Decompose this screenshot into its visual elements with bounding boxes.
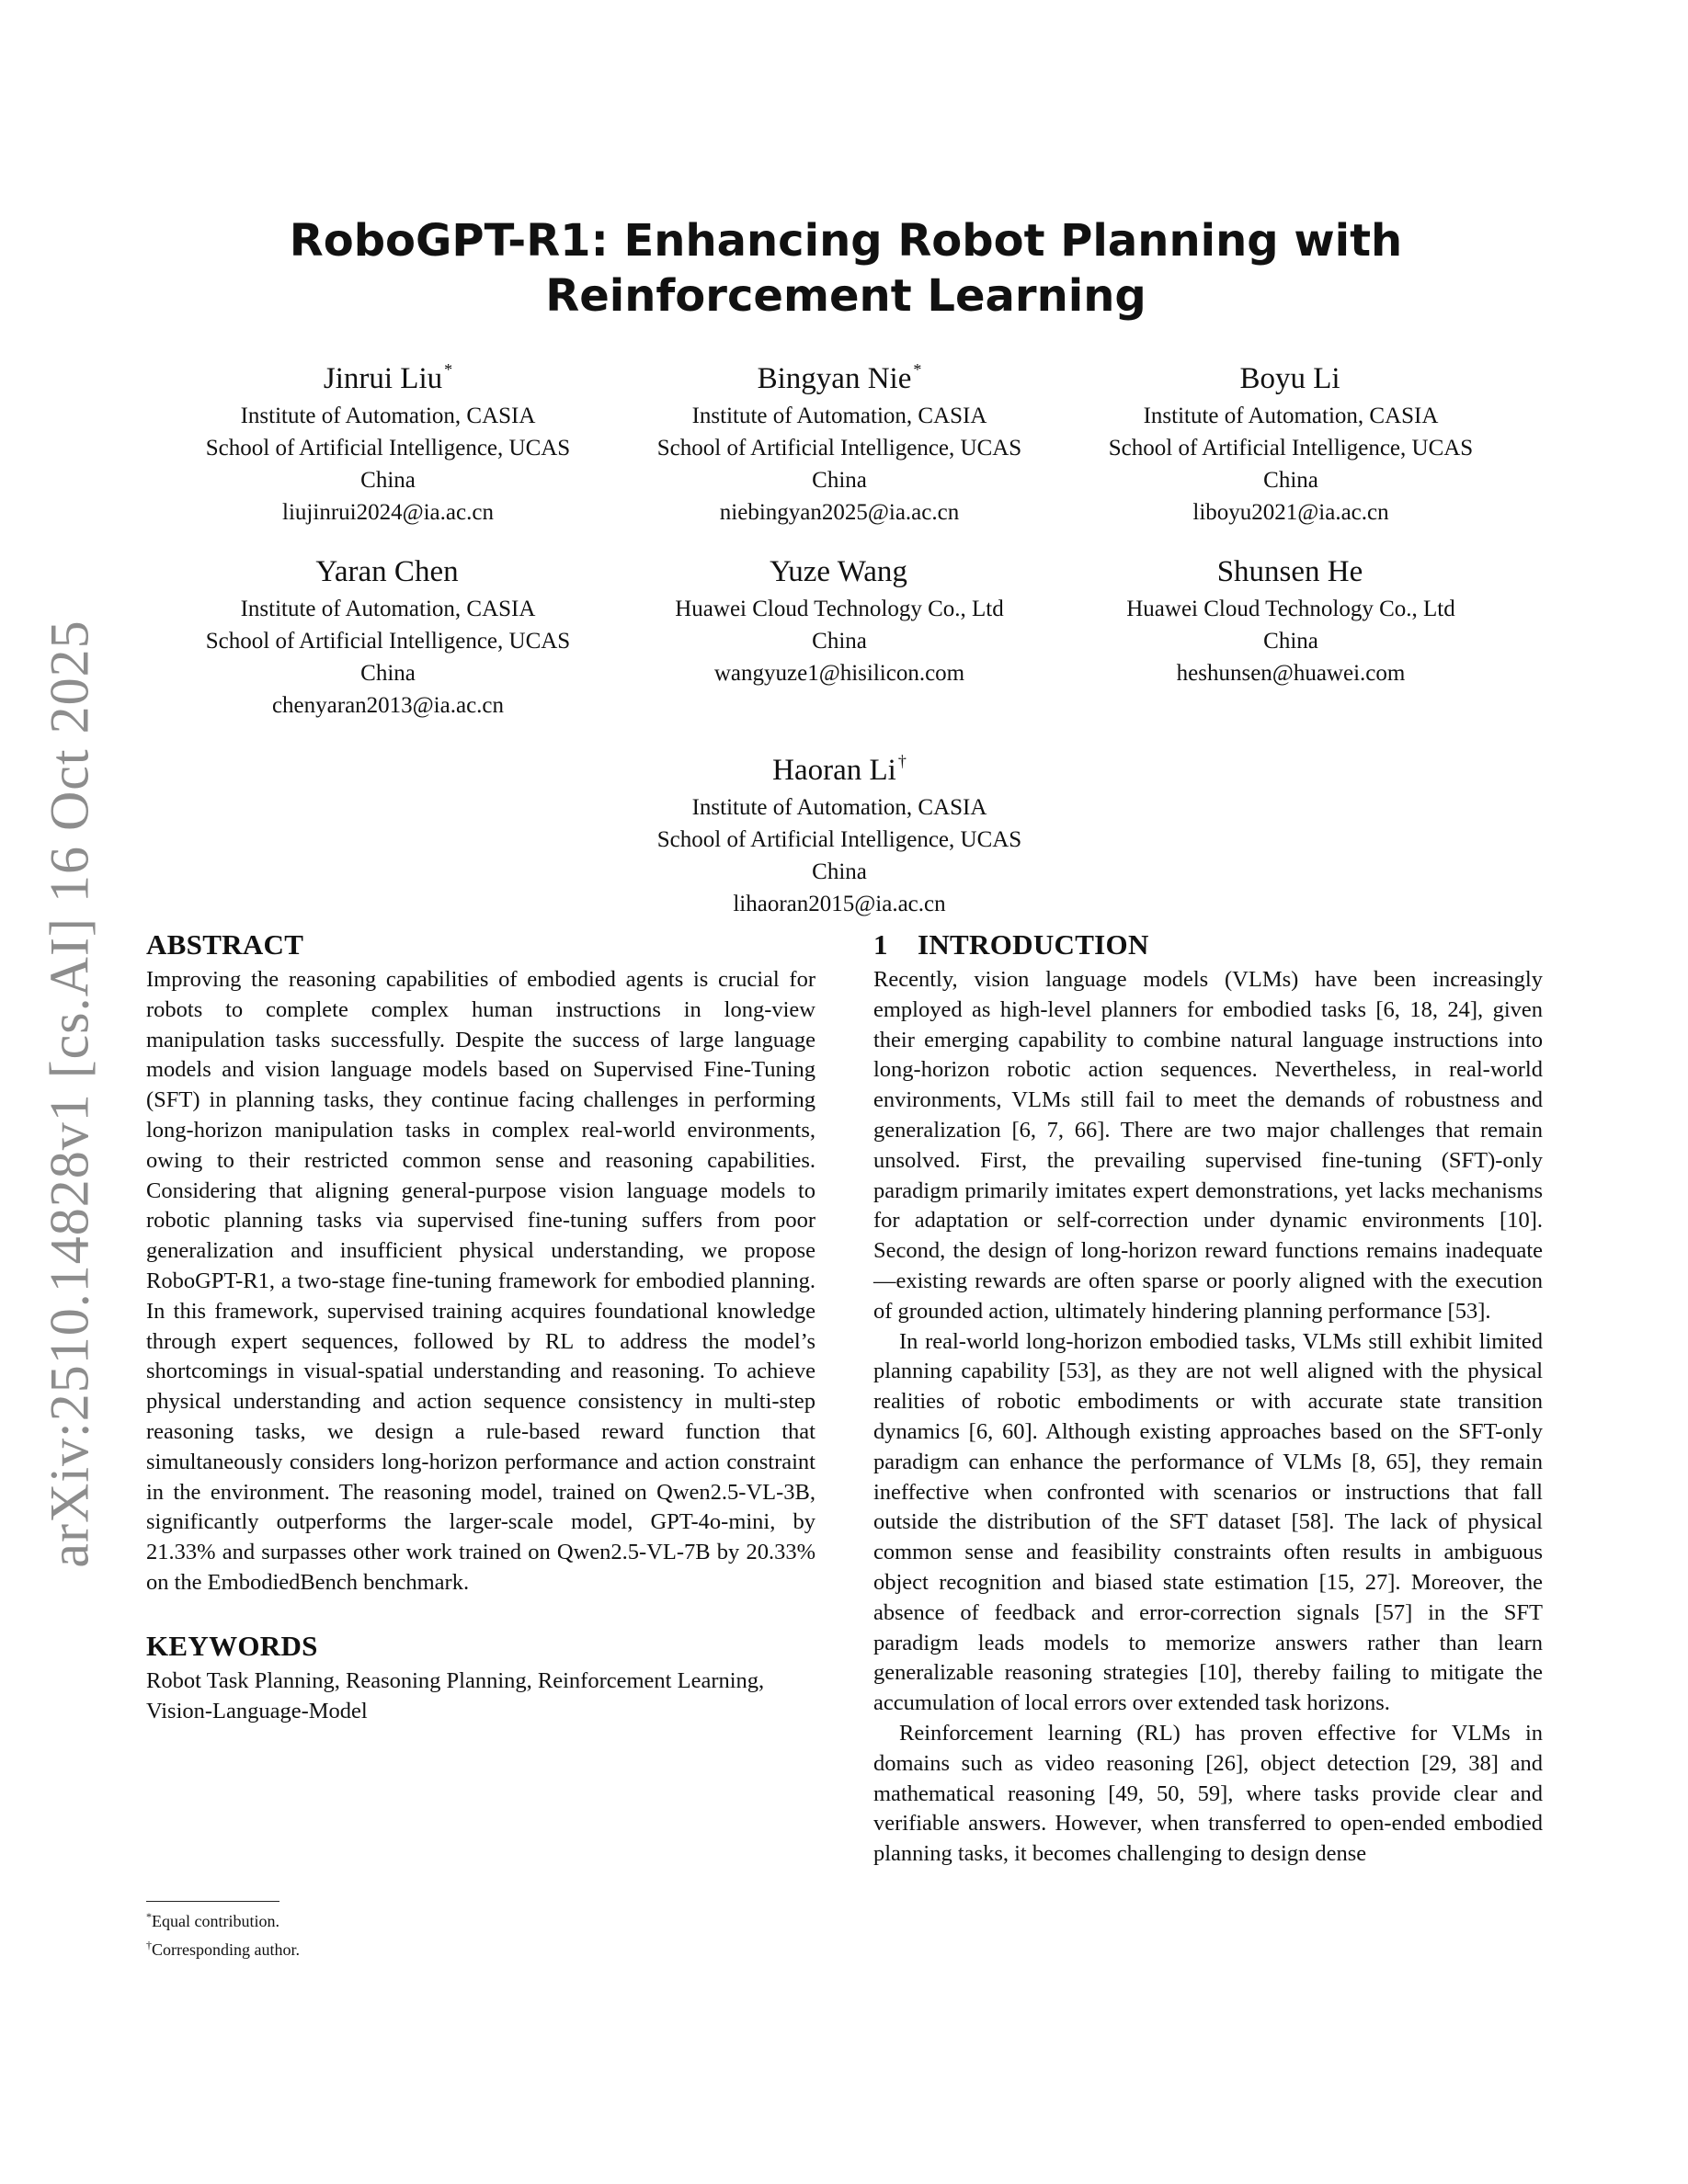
author-block	[610, 544, 1069, 689]
author-name: Boyu Li	[1239, 362, 1340, 395]
author-affiliation: School of Artificial Intelligence, UCAS	[656, 827, 1022, 852]
author-email: heshunsen@huawei.com	[1176, 661, 1406, 686]
footnote-rule	[146, 1901, 279, 1902]
author-country: China	[812, 629, 867, 654]
intro-paragraph: In real-world long-horizon embodied tasks, VLMs still exhibit limited planning capability [53], as they are not well aligned with the physical realities of robotic embodiments or with accurate state transition dynamics [6, 60]. Although existing approaches based on the SFT-only paradigm can enhance the performance of VLMs [8, 65], they remain ineffective when confronted with scenarios or instructions that fall outside the distribution of the SFT dataset [58]. The lack of physical common sense and feasibility constraints often results in ambiguous object recognition and biased state estimation [15, 27]. Moreover, the absence of feedback and error-correction signals [57] in the SFT paradigm leads models to memorize answers rather than learn generalizable reasoning strategies [10], thereby failing to mitigate the accumulation of local errors over extended task horizons.	[873, 1328, 1543, 1716]
author-name: Haoran Li †	[772, 752, 907, 787]
right-column	[873, 928, 1543, 1870]
author-affiliation: Institute of Automation, CASIA	[1143, 404, 1439, 428]
arxiv-stamp-text: arXiv:2510.14828v1 [cs.AI] 16 Oct 2025	[39, 620, 100, 1568]
author-block	[1061, 351, 1521, 529]
footnotes	[146, 1905, 300, 1962]
author-country: China	[812, 468, 867, 493]
author-affiliation: Institute of Automation, CASIA	[691, 795, 987, 820]
left-column	[146, 928, 815, 1726]
author-country: China	[1263, 468, 1318, 493]
footnote-corresponding: †Corresponding author.	[146, 1939, 300, 1959]
author-affiliation: Huawei Cloud Technology Co., Ltd	[675, 597, 1004, 621]
introduction-heading: 1 INTRODUCTION	[873, 928, 1149, 961]
author-affiliation: Institute of Automation, CASIA	[691, 404, 987, 428]
arxiv-stamp	[33, 620, 107, 1568]
footnote-equal: *Equal contribution.	[146, 1910, 279, 1930]
author-block	[610, 743, 1069, 920]
author-affiliation: Institute of Automation, CASIA	[240, 404, 536, 428]
author-affiliation: School of Artificial Intelligence, UCAS	[205, 629, 571, 654]
author-name: Jinrui Liu *	[323, 360, 453, 395]
author-block	[158, 351, 618, 529]
author-affiliation: School of Artificial Intelligence, UCAS	[656, 436, 1022, 461]
author-affiliation: School of Artificial Intelligence, UCAS	[205, 436, 571, 461]
author-block	[158, 544, 618, 722]
author-affiliation: School of Artificial Intelligence, UCAS	[1108, 436, 1474, 461]
author-affiliation: Huawei Cloud Technology Co., Ltd	[1126, 597, 1455, 621]
abstract-heading: ABSTRACT	[146, 928, 304, 961]
author-name: Yaran Chen	[315, 555, 459, 588]
author-block	[1061, 544, 1521, 689]
author-block	[610, 351, 1069, 529]
intro-paragraph: Reinforcement learning (RL) has proven effective for VLMs in domains such as video reasoning [26], object detection [29, 38] and mathematical reasoning [49, 50, 59], where tasks provide clear and verifiable answers. However, when transferred to open-ended embodied planning tasks, it becomes challenging to design dense	[873, 1720, 1543, 1867]
author-email: liujinrui2024@ia.ac.cn	[282, 500, 494, 525]
paper-title: RoboGPT-R1: Enhancing Robot Planning with Reinforcement Learning	[289, 215, 1403, 322]
author-country: China	[360, 468, 416, 493]
abstract-text: Improving the reasoning capabilities of embodied agents is crucial for robots to complete complex human instructions in long-view manipulation tasks successfully. Despite the success of large language models and vision language models based on Supervised Fine-Tuning (SFT) in planning tasks, they continue facing challenges in performing long-horizon manipulation tasks in complex real-world environments, owing to their restricted common sense and reasoning capabilities. Considering that aligning general-purpose vision language models to robotic planning tasks via supervised fine-tuning suffers from poor generalization and insufficient physical understanding, we propose RoboGPT-R1, a two-stage fine-tuning framework for embodied planning. In this framework, supervised training acquires foundational knowledge through expert sequences, followed by RL to address the model’s shortcomings in visual-spatial understanding and reasoning. To achieve physical understanding and action sequence consistency in multi-step reasoning tasks, we design a rule-based reward function that simultaneously considers long-horizon performance and action constraint in the environment. The reasoning model, trained on Qwen2.5-VL-3B, significantly outperforms the larger-scale model, GPT-4o-mini, by 21.33% and surpasses other work trained on Qwen2.5-VL-7B by 20.33% on the EmbodiedBench benchmark.	[146, 967, 815, 1595]
author-name: Yuze Wang	[770, 555, 907, 588]
author-country: China	[812, 859, 867, 884]
author-email: wangyuze1@hisilicon.com	[713, 661, 965, 686]
author-country: China	[360, 661, 416, 686]
author-email: niebingyan2025@ia.ac.cn	[719, 500, 960, 525]
intro-paragraph: Recently, vision language models (VLMs) have been increasingly employed as high-level planners for embodied tasks [6, 18, 24], given their emerging capability to combine natural language instructions into long-horizon robotic action sequences. Nevertheless, in real-world environments, VLMs still fail to meet the demands of robustness and generalization [6, 7, 66]. There are two major challenges that remain unsolved. First, the prevailing supervised fine-tuning (SFT)-only paradigm primarily imitates expert demonstrations, yet lacks mechanisms for adaptation or self-correction under dynamic environments [10]. Second, the design of long-horizon reward functions remains inadequate—existing rewards are often sparse or poorly aligned with the execution of grounded action, ultimately hindering planning performance [53].	[873, 967, 1543, 1324]
keywords-text: Robot Task Planning, Reasoning Planning, Reinforcement Learning, Vision-Language-Model	[146, 1667, 765, 1723]
author-email: liboyu2021@ia.ac.cn	[1192, 500, 1389, 525]
author-country: China	[1263, 629, 1318, 654]
author-email: chenyaran2013@ia.ac.cn	[271, 693, 505, 718]
keywords-heading: KEYWORDS	[146, 1629, 318, 1662]
author-affiliation: Institute of Automation, CASIA	[240, 597, 536, 621]
author-name: Bingyan Nie *	[757, 360, 922, 395]
author-email: lihaoran2015@ia.ac.cn	[733, 892, 946, 916]
author-name: Shunsen He	[1216, 555, 1363, 588]
